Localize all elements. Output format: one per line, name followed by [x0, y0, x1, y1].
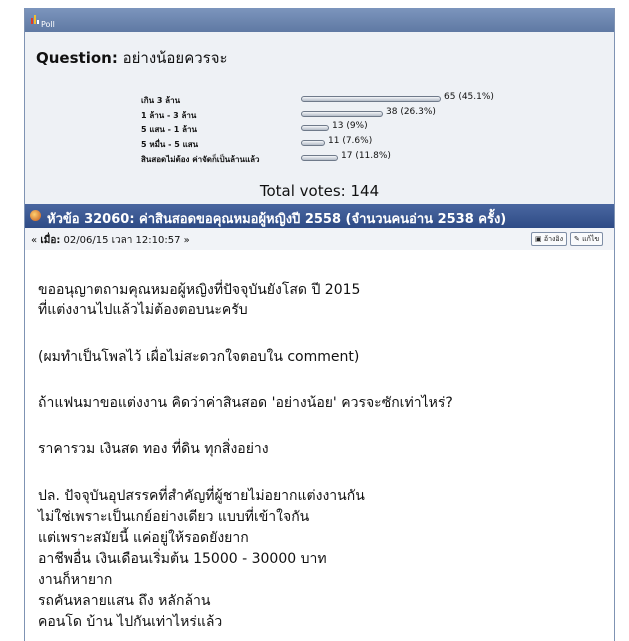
poll-option-label: 5 หมื่น - 5 แสน	[141, 140, 199, 149]
topic-icon	[30, 210, 41, 221]
topic-title-bar	[25, 204, 614, 228]
post-meta-bar	[25, 228, 614, 251]
post-body	[25, 250, 614, 641]
poll-option-value: 17 (11.8%)	[341, 151, 391, 161]
poll-option-bar	[301, 125, 329, 131]
post-line: ถ้าแฟนมาขอแต่งงาน คิดว่าค่าสินสอด 'อย่างน้อย' ควรจะซักเท่าไหร่?	[38, 395, 453, 411]
poll-option-bar	[301, 140, 325, 146]
quote-button[interactable]	[531, 232, 567, 246]
poll-option-label: 5 แสน - 1 ล้าน	[141, 125, 197, 134]
poll-option	[25, 92, 614, 106]
post-line: รถคันหลายแสน ถึง หลักล้าน	[38, 593, 211, 609]
question-prefix: Question:	[36, 49, 118, 67]
topic-title: หัวข้อ 32060: ค่าสินสอดขอคุณหมอผู้หญิงปี 2558 (จำนวนคนอ่าน 2538 ครั้ง)	[47, 212, 507, 227]
poll-question	[36, 46, 228, 70]
edit-button-label: แก้ไข	[582, 235, 600, 243]
post-line: คอนโด บ้าน ไปกันเท่าไหร่แล้ว	[38, 614, 223, 630]
post-line: ราคารวม เงินสด ทอง ที่ดิน ทุกสิ่งอย่าง	[38, 441, 269, 457]
poll-option-bar	[301, 155, 338, 161]
quote-button-label: อ้างอิง	[543, 235, 564, 243]
post-line: ปล. ปัจจุบันอุปสรรคที่สำคัญที่ผู้ชายไม่อยากแต่งงานกัน	[38, 488, 365, 504]
post-date-value: 02/06/15 เวลา 12:10:57	[63, 235, 181, 246]
poll-option	[25, 121, 614, 135]
edit-icon: ✎	[574, 235, 580, 243]
post-line: งานก็หายาก	[38, 572, 113, 588]
poll-option-value: 65 (45.1%)	[444, 92, 494, 102]
quote-icon: ▣	[535, 235, 542, 243]
poll-header-bar	[25, 8, 614, 32]
poll-option-bar	[301, 96, 441, 102]
poll-option-value: 11 (7.6%)	[328, 136, 373, 146]
question-text: อย่างน้อยควรจะ	[122, 49, 228, 67]
post-date-label: เมื่อ:	[40, 235, 61, 246]
poll-option-value: 13 (9%)	[332, 121, 368, 131]
post-line: (ผมทำเป็นโพลไว้ เผื่อไม่สะดวกใจตอบใน comment)	[38, 349, 360, 365]
post-date-suffix: »	[183, 235, 190, 246]
post-line: ขออนุญาตถามคุณหมอผู้หญิงที่ปัจจุบันยังโสด ปี 2015	[38, 282, 361, 298]
post-line: ที่แต่งงานไปแล้วไม่ต้องตอบนะครับ	[38, 302, 248, 318]
poll-option-label: สินสอดไม่ต้อง ค่าจัดก็เป็นล้านแล้ว	[141, 155, 260, 164]
poll-option	[25, 136, 614, 150]
post-date-prefix: «	[31, 235, 38, 246]
post-line: อาชีพอื่น เงินเดือนเริ่มต้น 15000 - 30000 บาท	[38, 551, 327, 567]
poll-total-votes: Total votes: 144	[259, 182, 380, 200]
poll-option-value: 38 (26.3%)	[386, 107, 436, 117]
poll-panel	[25, 32, 614, 205]
post-date	[31, 233, 190, 248]
poll-option	[25, 107, 614, 121]
post-line: แต่เพราะสมัยนี้ แค่อยู่ให้รอดยังยาก	[38, 530, 249, 546]
poll-option-label: 1 ล้าน - 3 ล้าน	[141, 111, 197, 120]
forum-frame	[24, 8, 615, 641]
poll-option-bar	[301, 111, 383, 117]
poll-header-label: Poll	[41, 20, 55, 29]
poll-chart-icon	[31, 15, 40, 24]
post-line: ไม่ใช่เพราะเป็นเกย์อย่างเดียว แบบที่เข้าใจกัน	[38, 509, 310, 525]
poll-option-label: เกิน 3 ล้าน	[141, 96, 181, 105]
edit-button[interactable]	[570, 232, 603, 246]
poll-option	[25, 151, 614, 165]
